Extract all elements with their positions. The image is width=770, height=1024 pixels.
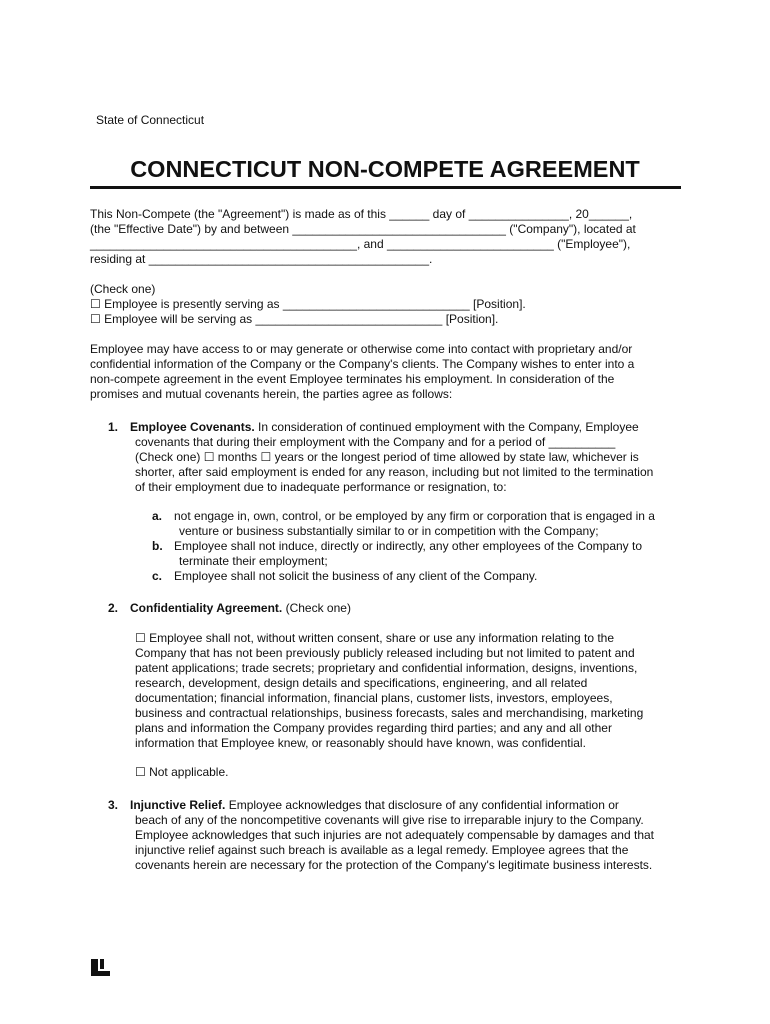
intro-paragraph: [90, 207, 690, 267]
recital-line: promises and mutual covenants herein, the parties agree as follows:: [90, 387, 453, 401]
option-text: documentation; financial information, financial plans, customer lists, investors, employees,: [135, 691, 613, 705]
recital-paragraph: [90, 342, 690, 402]
checkbox-option-not-applicable[interactable]: ☐ Not applicable.: [135, 765, 229, 779]
title-underline: [90, 186, 681, 189]
recital-line: non-compete agreement in the event Employee terminates his employment. In consideration of the: [90, 372, 615, 386]
section-text: (Check one): [282, 601, 351, 615]
check-one-label: (Check one): [90, 282, 156, 296]
section-text: beach of any of the noncompetitive covenants will give rise to irreparable injury to the Company.: [135, 813, 644, 827]
option-text: plans and information the Company provides regarding third parties; and any and all other: [135, 721, 612, 735]
section-heading: Injunctive Relief.: [130, 798, 226, 812]
section-text: Employee acknowledges that such injuries are not adequately compensable by damages and that: [135, 828, 654, 842]
subitem-text: Employee shall not solicit the business of any client of the Company.: [174, 569, 538, 583]
subitem-letter: b.: [152, 539, 163, 553]
section-heading: Confidentiality Agreement.: [130, 601, 283, 615]
section-text-period-options[interactable]: (Check one) ☐ months ☐ years or the longest period of time allowed by state law, whichever is: [135, 450, 639, 464]
section-text: of their employment due to inadequate performance or resignation, to:: [135, 480, 507, 494]
subitem-text: not engage in, own, control, or be employed by any firm or corporation that is engaged in a: [174, 509, 655, 523]
section-text: injunctive relief against such breach is available as a legal remedy. Employee agrees that the: [135, 843, 629, 857]
subitem-text: Employee shall not induce, directly or indirectly, any other employees of the Company to: [174, 539, 643, 553]
subitem-text: terminate their employment;: [179, 554, 328, 568]
subitem-letter: c.: [152, 569, 163, 583]
state-label: State of Connecticut: [96, 113, 205, 127]
option-text: patent applications; trade secrets; proprietary and confidential information, designs, inventions,: [135, 661, 638, 675]
recital-line: Employee may have access to or may generate or otherwise come into contact with proprietary and/or: [90, 342, 633, 356]
section-text: shorter, after said employment is ended for any reason, including but not limited to the termination: [135, 465, 654, 479]
option-text: research, development, design details and specifications, engineering, and all related: [135, 676, 588, 690]
intro-line: ________________________________________, and _________________________ ("Employee"),: [90, 237, 631, 251]
option-text: Company that has not been previously publicly released including but not limited to patent and: [135, 646, 635, 660]
section-confidentiality: [108, 601, 688, 616]
position-check: [90, 282, 690, 327]
option-text: business and contractual relationships, business forecasts, sales and merchandising, marketing: [135, 706, 644, 720]
section-number: 2.: [108, 601, 119, 615]
section-number: 1.: [108, 420, 119, 434]
subitem-a: [152, 509, 692, 539]
section-injunctive-relief: [108, 798, 688, 873]
section-text: covenants that during their employment with the Company and for a period of __________: [135, 435, 616, 449]
intro-line: residing at __________________________________________.: [90, 252, 433, 266]
checkbox-option-confidential[interactable]: ☐ Employee shall not, without written consent, share or use any information relating to the: [135, 631, 615, 645]
recital-line: confidential information of the Company or the Company's clients. The Company wishes to enter into a: [90, 357, 635, 371]
subitem-letter: a.: [152, 509, 163, 523]
section-employee-covenants: [108, 420, 688, 495]
checkbox-option-will-be[interactable]: ☐ Employee will be serving as ____________________________ [Position].: [90, 312, 499, 326]
document-logo-icon: [91, 959, 110, 976]
subitem-text: venture or business substantially similar to or in competition with the Company;: [179, 524, 599, 538]
checkbox-option-presently[interactable]: ☐ Employee is presently serving as ____________________________ [Position].: [90, 297, 526, 311]
subitem-b: [152, 539, 692, 569]
option-text: information that Employee knew, or reasonably should have known, was confidential.: [135, 736, 586, 750]
intro-line: This Non-Compete (the "Agreement") is made as of this ______ day of _______________, 20______,: [90, 207, 633, 221]
confidentiality-option-shall-not: [108, 631, 688, 751]
intro-line: (the "Effective Date") by and between ________________________________ ("Company"), located at: [90, 222, 636, 236]
section-text: Employee acknowledges that disclosure of any confidential information or: [225, 798, 619, 812]
confidentiality-option-not-applicable: [108, 765, 688, 780]
section-heading: Employee Covenants.: [130, 420, 255, 434]
section-number: 3.: [108, 798, 119, 812]
section-text: In consideration of continued employment with the Company, Employee: [254, 420, 639, 434]
document-title: CONNECTICUT NON-COMPETE AGREEMENT: [130, 156, 640, 182]
section-text: covenants herein are necessary for the protection of the Company's legitimate business interests.: [135, 858, 653, 872]
subitem-c: [152, 569, 692, 584]
